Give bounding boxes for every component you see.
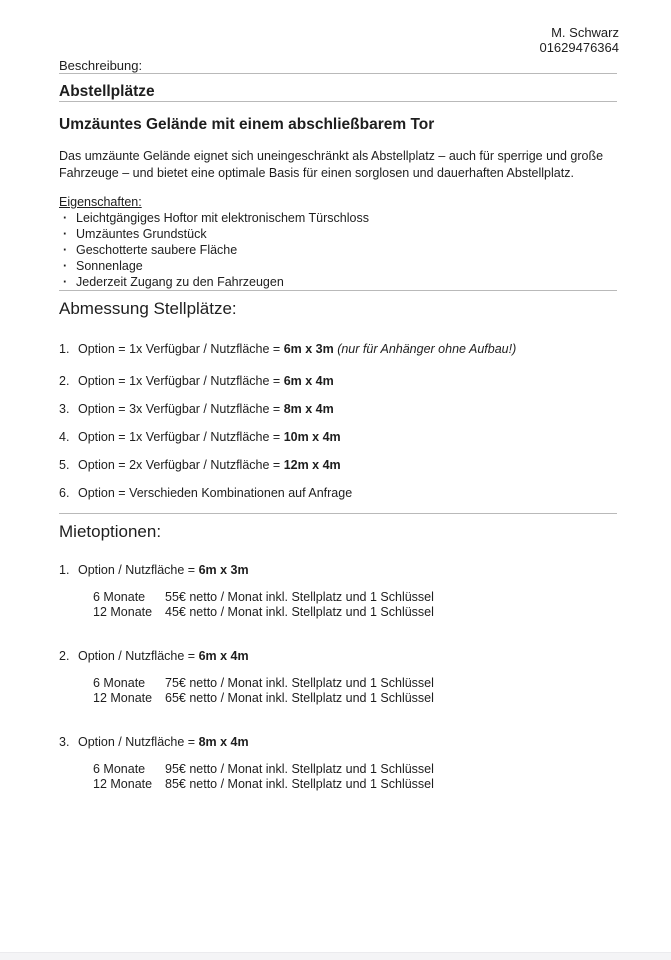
- property-item: · Jederzeit Zugang zu den Fahrzeugen: [59, 274, 621, 290]
- item-prefix: Option = 3x Verfügbar / Nutzfläche =: [78, 402, 284, 416]
- item-number: 3.: [59, 735, 70, 749]
- rental-option: [59, 734, 621, 791]
- section-subtitle: Umzäuntes Gelände mit einem abschließbarem Tor: [59, 116, 435, 133]
- price-table: [93, 762, 621, 791]
- divider: [59, 513, 617, 514]
- contact-name: M. Schwarz: [551, 25, 619, 40]
- contact-phone: 01629476364: [539, 40, 619, 55]
- item-number: 3.: [59, 402, 70, 416]
- item-text: [78, 734, 249, 750]
- divider: [59, 73, 617, 74]
- item-prefix: Option / Nutzfläche =: [78, 649, 199, 663]
- item-dimension: 6m x 3m: [283, 342, 334, 356]
- item-prefix: Option / Nutzfläche =: [78, 563, 199, 577]
- price-row: [93, 605, 621, 620]
- property-item: · Leichtgängiges Hoftor mit elektronischem Türschloss: [59, 210, 621, 226]
- item-text: [78, 401, 334, 417]
- price-row: [93, 590, 621, 605]
- properties-label: Eigenschaften:: [59, 195, 142, 209]
- property-item: · Geschotterte saubere Fläche: [59, 242, 621, 258]
- price-row: [93, 762, 621, 777]
- item-text: [78, 562, 249, 578]
- rental-price: 75€ netto / Monat inkl. Stellplatz und 1 Schlüssel: [165, 676, 434, 690]
- dimension-item: [59, 429, 621, 445]
- rental-duration: 6 Monate: [93, 590, 146, 604]
- item-number: 1.: [59, 342, 70, 356]
- rental-price: 45€ netto / Monat inkl. Stellplatz und 1 Schlüssel: [165, 604, 434, 619]
- item-text: [78, 485, 352, 501]
- item-number: 6.: [59, 486, 70, 500]
- divider: [59, 290, 617, 291]
- price-table: [93, 676, 621, 705]
- item-number: 5.: [59, 458, 70, 472]
- rental-price: 85€ netto / Monat inkl. Stellplatz und 1 Schlüssel: [165, 776, 434, 791]
- rental-option-line: [59, 648, 621, 664]
- dimension-item: [59, 401, 621, 417]
- dimensions-heading: Abmessung Stellplätze:: [59, 299, 237, 318]
- item-prefix: Option / Nutzfläche =: [78, 735, 199, 749]
- rental-option-line: [59, 734, 621, 750]
- dimension-item: [59, 457, 621, 473]
- item-prefix: Option = 1x Verfügbar / Nutzfläche =: [78, 430, 284, 444]
- item-number: 2.: [59, 649, 70, 663]
- item-dimension: 6m x 4m: [198, 649, 249, 663]
- dimension-item: [59, 341, 621, 357]
- item-note: (nur für Anhänger ohne Aufbau!): [333, 342, 517, 356]
- item-dimension: 10m x 4m: [283, 430, 341, 444]
- item-number: 2.: [59, 374, 70, 388]
- item-text: [78, 457, 341, 473]
- rental-duration: 12 Monate: [93, 690, 153, 705]
- item-dimension: 8m x 4m: [198, 735, 249, 749]
- price-table: [93, 590, 621, 619]
- item-prefix: Option = 1x Verfügbar / Nutzfläche =: [78, 342, 284, 356]
- price-row: [93, 676, 621, 691]
- rental-duration: 12 Monate: [93, 604, 153, 619]
- property-item: · Umzäuntes Grundstück: [59, 226, 621, 242]
- rental-options-heading: Mietoptionen:: [59, 522, 162, 541]
- item-dimension: 6m x 3m: [198, 563, 249, 577]
- rental-price: 95€ netto / Monat inkl. Stellplatz und 1 Schlüssel: [165, 762, 434, 776]
- item-dimension: 8m x 4m: [283, 402, 334, 416]
- price-row: [93, 777, 621, 792]
- rental-duration: 12 Monate: [93, 776, 153, 791]
- item-text: [78, 648, 249, 664]
- dimension-item: [59, 373, 621, 389]
- item-text: [78, 341, 516, 357]
- rental-duration: 6 Monate: [93, 762, 146, 776]
- item-text: [78, 373, 334, 389]
- rental-option: [59, 562, 621, 619]
- rental-option-line: [59, 562, 621, 578]
- item-dimension: 12m x 4m: [283, 458, 341, 472]
- item-prefix: Option = 1x Verfügbar / Nutzfläche =: [78, 374, 284, 388]
- page-bottom-edge: [0, 952, 671, 960]
- rental-price: 55€ netto / Monat inkl. Stellplatz und 1 Schlüssel: [165, 590, 434, 604]
- contact-block: [59, 25, 621, 55]
- page-title: Abstellplätze: [59, 83, 155, 100]
- rental-option: [59, 648, 621, 705]
- item-prefix: Option = Verschieden Kombinationen auf Anfrage: [78, 486, 353, 500]
- property-item: · Sonnenlage: [59, 258, 621, 274]
- rental-duration: 6 Monate: [93, 676, 146, 690]
- description-label: Beschreibung:: [59, 58, 143, 73]
- properties-list: [59, 210, 621, 290]
- dimensions-list: [59, 341, 621, 501]
- price-row: [93, 691, 621, 706]
- item-dimension: 6m x 4m: [283, 374, 334, 388]
- item-number: 1.: [59, 563, 70, 577]
- item-prefix: Option = 2x Verfügbar / Nutzfläche =: [78, 458, 284, 472]
- rental-price: 65€ netto / Monat inkl. Stellplatz und 1 Schlüssel: [165, 690, 434, 705]
- divider: [59, 101, 617, 102]
- dimension-item: [59, 485, 621, 501]
- item-text: [78, 429, 341, 445]
- intro-paragraph: Das umzäunte Gelände eignet sich uneingeschränkt als Abstellplatz – auch für sperrige und große Fahrzeuge – und bietet eine optimale Basis für einen sorglosen und dauerhaften Abstellplatz.: [59, 149, 604, 180]
- item-number: 4.: [59, 430, 70, 444]
